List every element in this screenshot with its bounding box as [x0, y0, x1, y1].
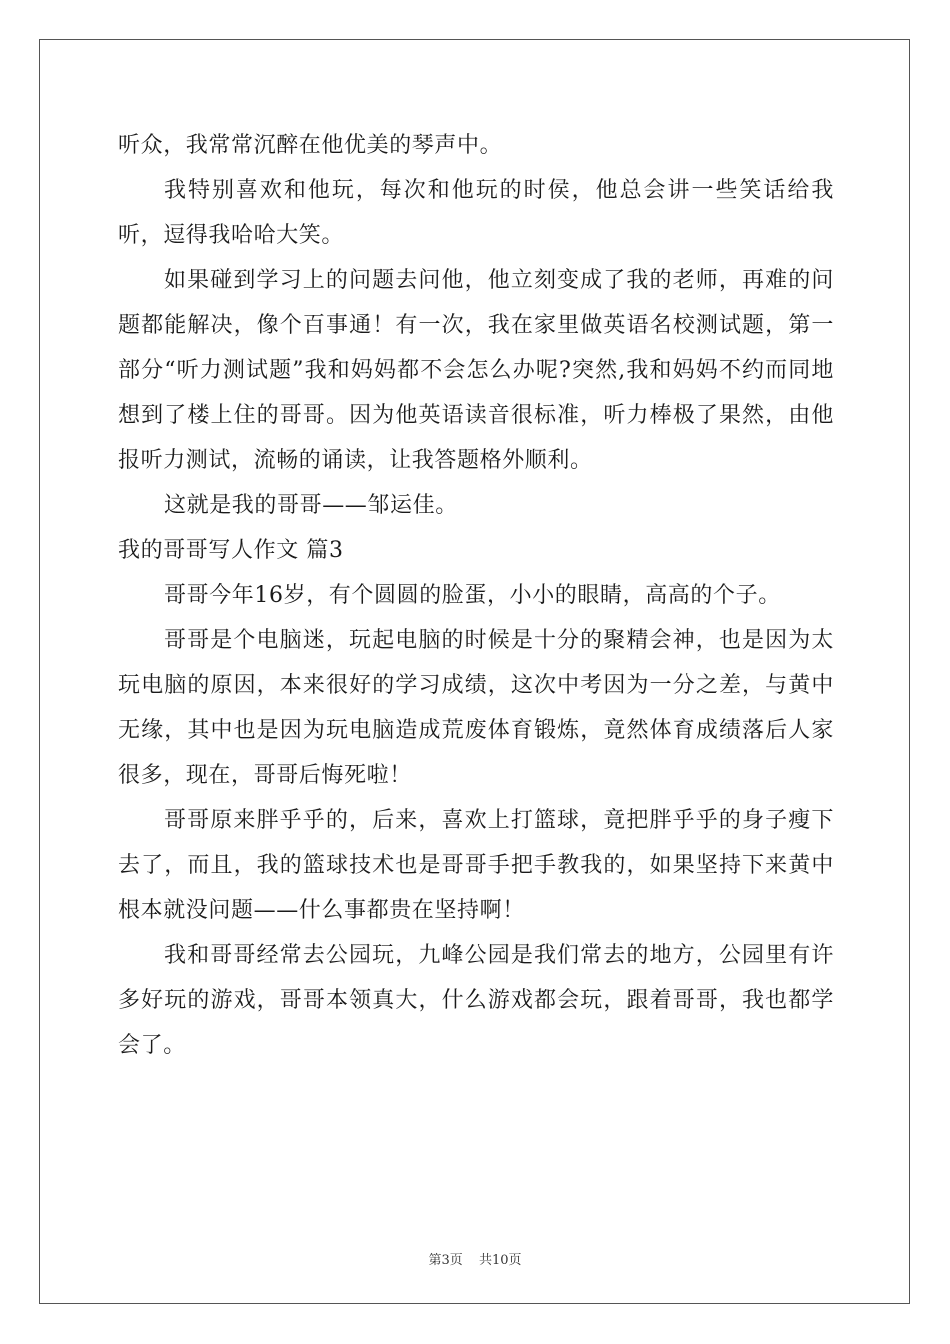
paragraph: 哥哥今年16岁，有个圆圆的脸蛋，小小的眼睛，高高的个子。 [164, 583, 781, 608]
paragraph: 这就是我的哥哥——邹运佳。 [164, 493, 458, 518]
paragraph: 如果碰到学习上的问题去问他，他立刻变成了我的老师，再难的问题都能解决，像个百事通！有一次，我在家里做英语名校测试题，第一部分“听力测试题”我和妈妈都不会怎么办呢?突然,我和妈妈不约而同地想到了楼上住的哥哥。因为他英语读音很标准，听力棒极了果然，由他报听力测试，流畅的诵读，让我答题格外顺利。 [118, 268, 834, 473]
document-body [118, 123, 834, 1068]
page-footer [0, 1249, 950, 1268]
paragraph: 哥哥是个电脑迷，玩起电脑的时候是十分的聚精会神，也是因为太玩电脑的原因，本来很好的学习成绩，这次中考因为一分之差，与黄中无缘，其中也是因为玩电脑造成荒废体育锻炼，竟然体育成绩落后人家很多，现在，哥哥后悔死啦！ [118, 628, 834, 788]
section-heading: 我的哥哥写人作文 篇3 [118, 538, 344, 563]
paragraph: 哥哥原来胖乎乎的，后来，喜欢上打篮球，竟把胖乎乎的身子瘦下去了，而且，我的篮球技术也是哥哥手把手教我的，如果坚持下来黄中根本就没问题——什么事都贵在坚持啊！ [118, 808, 834, 923]
page-total: 共10页 [478, 1253, 522, 1268]
paragraph-continued: 听众，我常常沉醉在他优美的琴声中。 [118, 133, 503, 158]
paragraph: 我和哥哥经常去公园玩，九峰公园是我们常去的地方，公园里有许多好玩的游戏，哥哥本领真大，什么游戏都会玩，跟着哥哥，我也都学会了。 [118, 943, 834, 1058]
paragraph: 我特别喜欢和他玩，每次和他玩的时侯，他总会讲一些笑话给我听，逗得我哈哈大笑。 [118, 178, 834, 248]
page-number: 第3页 [428, 1253, 463, 1268]
